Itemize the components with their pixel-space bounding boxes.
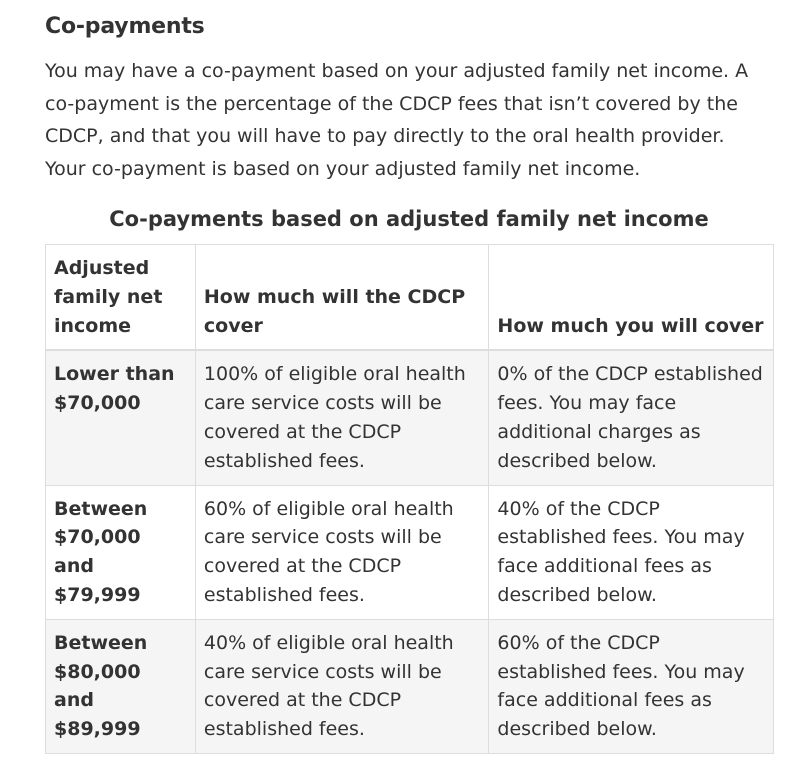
header-income: Adjusted family net income: [46, 245, 196, 351]
table-row: [46, 350, 774, 485]
table-row: [46, 619, 774, 753]
table-caption: Co-payments based on adjusted family net income: [109, 207, 709, 231]
section-heading: Co-payments: [45, 14, 205, 39]
header-cdcp-cover: How much will the CDCP cover: [195, 245, 489, 351]
row-you-cover: 60% of the CDCP established fees. You may face additional fees as described below.: [489, 619, 774, 753]
header-you-cover: How much you will cover: [489, 245, 774, 351]
row-you-cover: 0% of the CDCP established fees. You may face additional charges as described below.: [489, 350, 774, 485]
intro-paragraph: You may have a co-payment based on your adjusted family net income. A co-payment is the percentage of the CDCP fees that isn’t covered by the CDCP, and that you will have to pay directly to the oral health provider. Your co-payment is based on your adjusted family net income.: [45, 60, 749, 180]
row-you-cover: 40% of the CDCP established fees. You may face additional fees as described below.: [489, 485, 774, 619]
row-income: Lower than $70,000: [46, 350, 196, 485]
table-header-row: [46, 245, 774, 351]
table-row: [46, 485, 774, 619]
row-cdcp-cover: 60% of eligible oral health care service costs will be covered at the CDCP established fees.: [195, 485, 489, 619]
row-cdcp-cover: 40% of eligible oral health care service costs will be covered at the CDCP established fees.: [195, 619, 489, 753]
row-cdcp-cover: 100% of eligible oral health care service costs will be covered at the CDCP established fees.: [195, 350, 489, 485]
row-income: Between $80,000 and $89,999: [46, 619, 196, 753]
row-income: Between $70,000 and $79,999: [46, 485, 196, 619]
copayment-table: [45, 244, 774, 754]
